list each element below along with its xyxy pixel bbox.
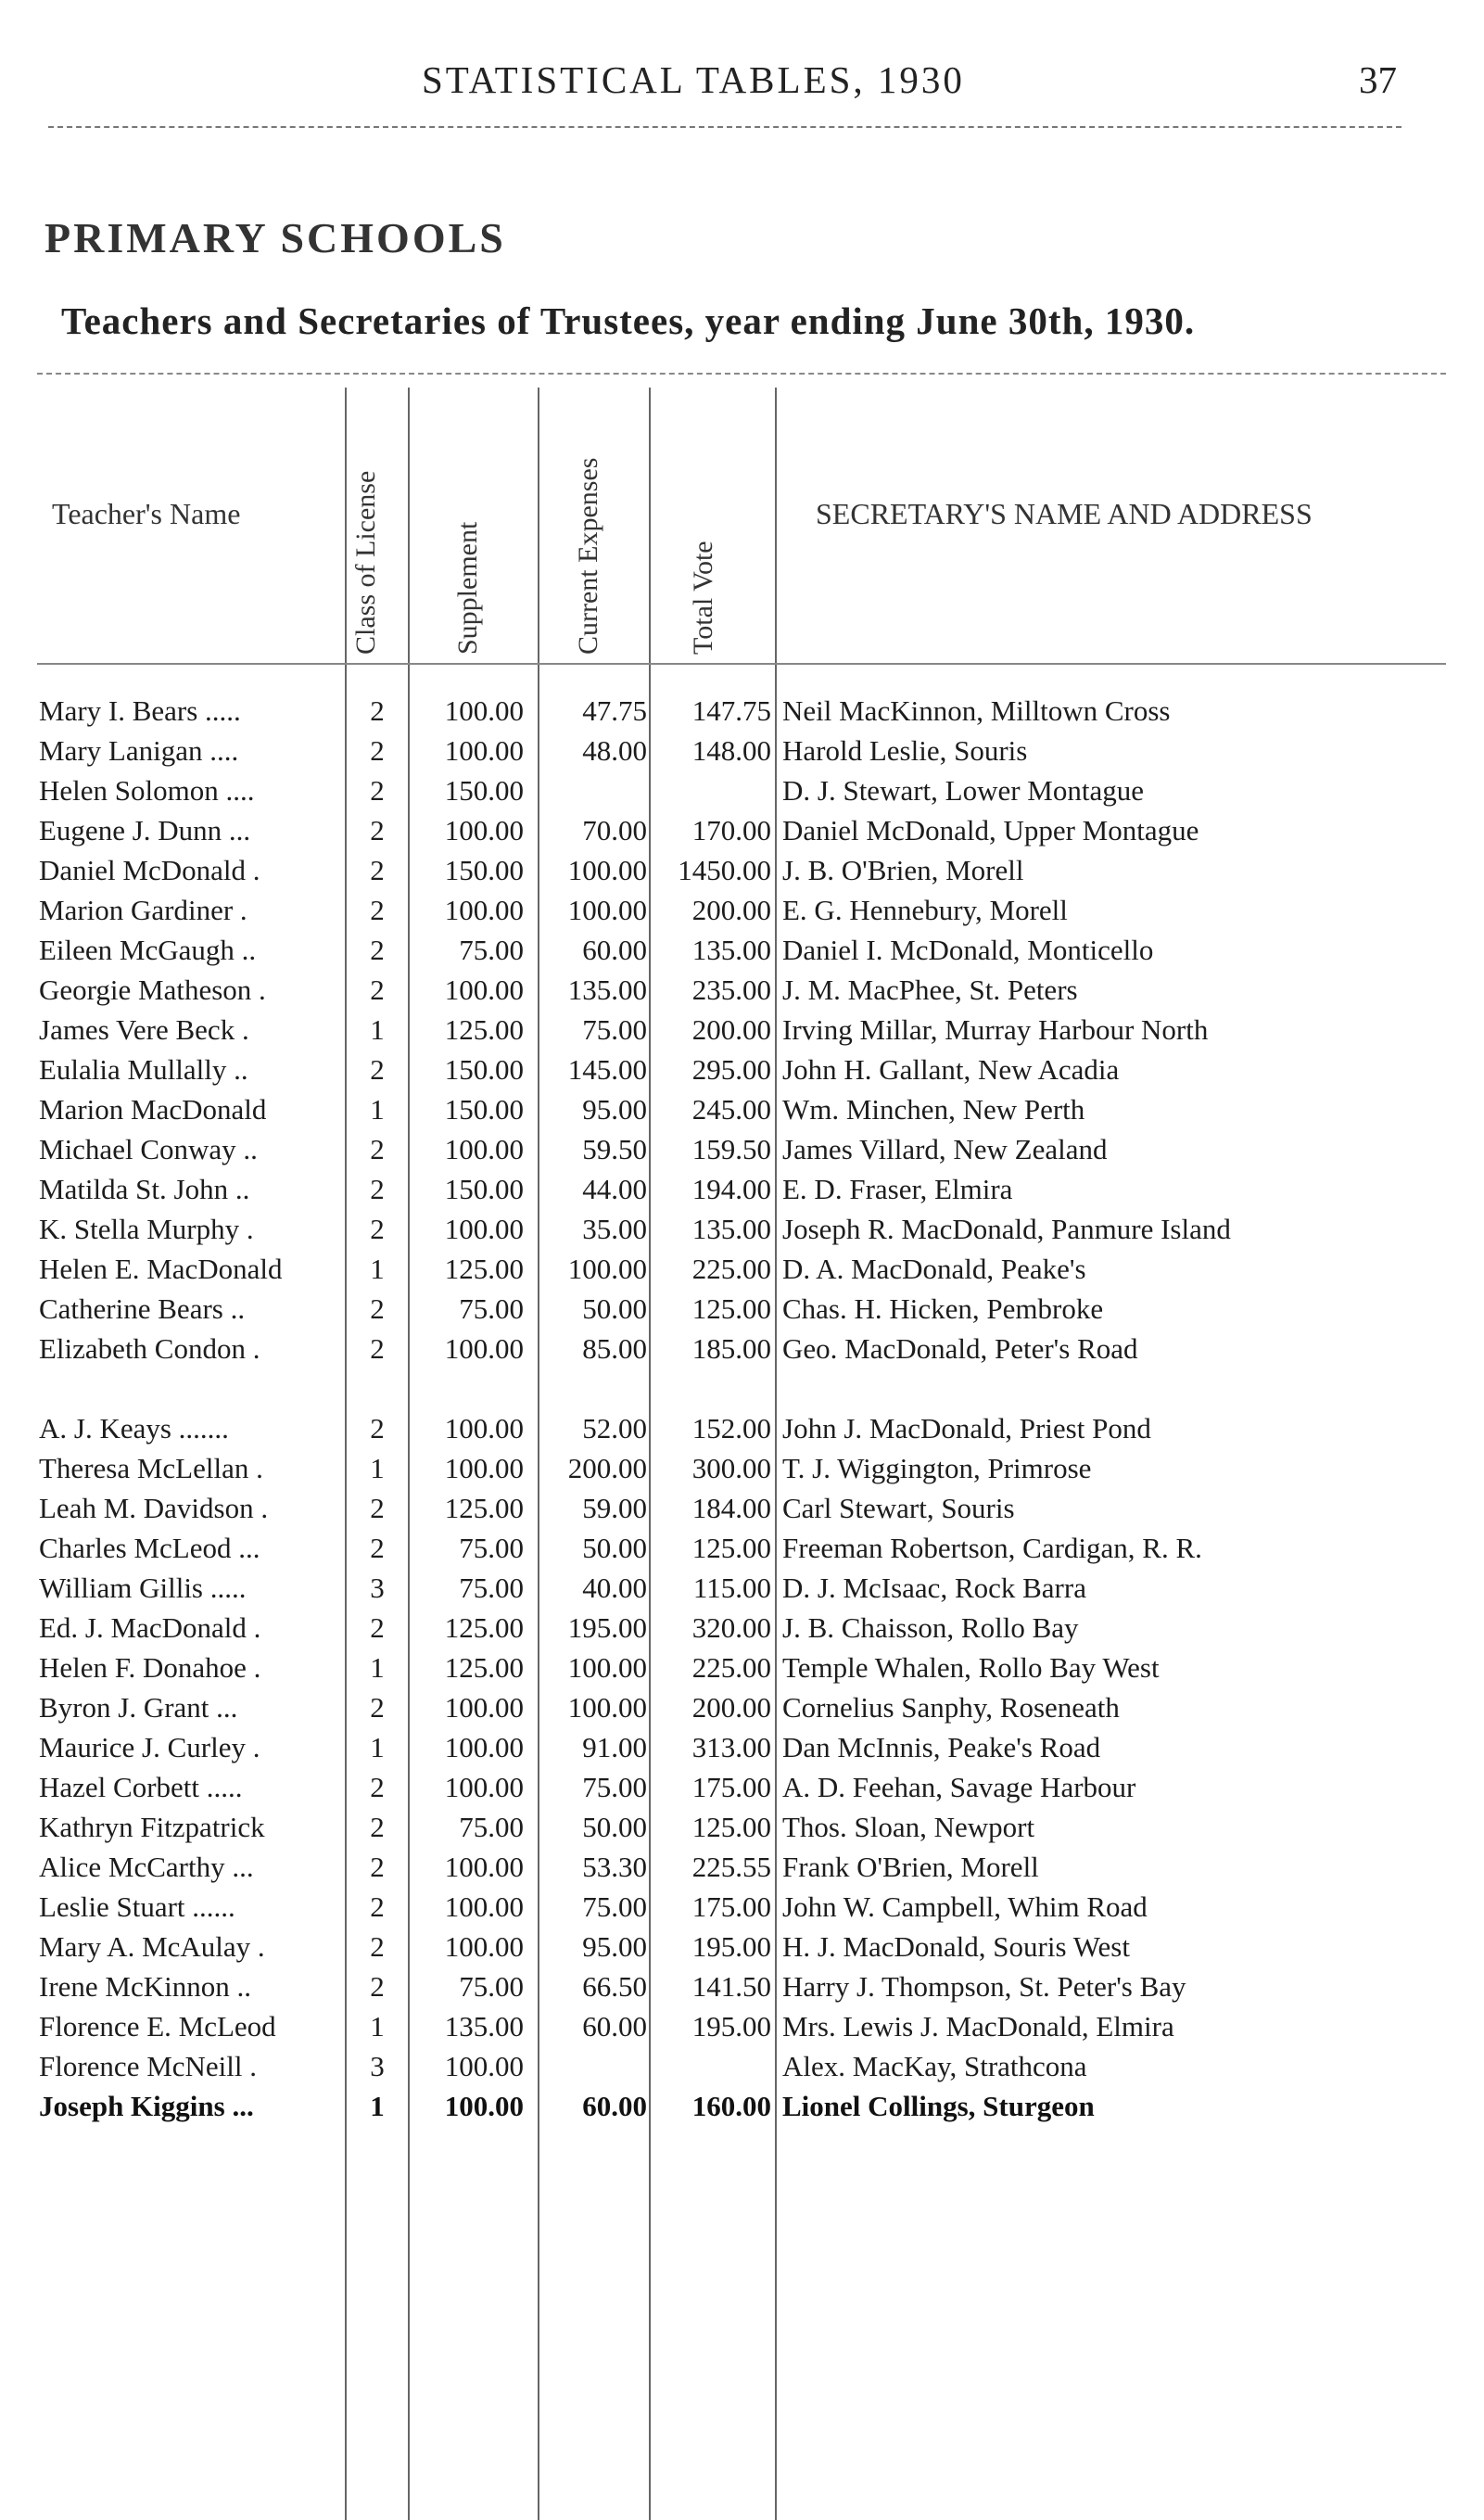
table-row — [0, 1767, 1484, 1807]
current-expenses-value: 50.00 — [582, 1532, 647, 1564]
teacher-name: Helen Solomon .... — [39, 774, 255, 807]
license-class: 2 — [370, 1611, 385, 1644]
table-row — [0, 691, 1484, 731]
table-row — [0, 890, 1484, 930]
supplement-value: 75.00 — [459, 1811, 524, 1843]
supplement-header: Supplement — [452, 521, 483, 655]
table-row — [0, 1209, 1484, 1249]
table-row — [0, 1568, 1484, 1608]
current-expenses-value: 60.00 — [582, 2090, 647, 2122]
license-class: 2 — [370, 1851, 385, 1883]
teacher-name: Daniel McDonald . — [39, 854, 260, 886]
license-class: 2 — [370, 734, 385, 767]
current-expenses-value: 59.50 — [582, 1133, 647, 1165]
table-row — [0, 850, 1484, 890]
teacher-name: Charles McLeod ... — [39, 1532, 260, 1564]
teacher-name: Florence E. McLeod — [39, 2010, 276, 2043]
total-vote-value: 200.00 — [691, 1013, 771, 1046]
total-vote-value: 152.00 — [691, 1412, 771, 1445]
total-vote-value: 147.75 — [691, 694, 771, 727]
secretary-name-address: Freeman Robertson, Cardigan, R. R. — [782, 1532, 1202, 1564]
teacher-name: Joseph Kiggins ... — [39, 2090, 254, 2122]
teacher-name: Marion Gardiner . — [39, 894, 247, 926]
current-expenses-value: 100.00 — [567, 854, 647, 886]
teacher-name: Mary A. McAulay . — [39, 1930, 265, 1963]
secretary-name-address: T. J. Wiggington, Primrose — [782, 1452, 1092, 1484]
current-expenses-value: 195.00 — [567, 1611, 647, 1644]
current-expenses-value: 145.00 — [567, 1053, 647, 1086]
teacher-name: A. J. Keays ....... — [39, 1412, 229, 1445]
license-class: 2 — [370, 1930, 385, 1963]
supplement-value: 75.00 — [459, 1572, 524, 1604]
teacher-name: Kathryn Fitzpatrick — [39, 1811, 265, 1843]
current-expenses-value: 91.00 — [582, 1731, 647, 1763]
table-row — [0, 1927, 1484, 1966]
license-class: 2 — [370, 1771, 385, 1803]
supplement-value: 125.00 — [444, 1651, 524, 1684]
current-expenses-header: Current Expenses — [573, 457, 603, 655]
secretary-name-address: Frank O'Brien, Morell — [782, 1851, 1039, 1883]
supplement-value: 75.00 — [459, 1292, 524, 1325]
total-vote-value: 200.00 — [691, 894, 771, 926]
supplement-value: 100.00 — [444, 2050, 524, 2082]
supplement-value: 150.00 — [444, 1053, 524, 1086]
total-vote-value: 160.00 — [691, 2090, 771, 2122]
teacher-name: Helen E. MacDonald — [39, 1253, 283, 1285]
license-class: 2 — [370, 1412, 385, 1445]
current-expenses-value: 60.00 — [582, 2010, 647, 2043]
license-class: 2 — [370, 1213, 385, 1245]
table-row — [0, 1887, 1484, 1927]
teacher-name: Eugene J. Dunn ... — [39, 814, 251, 846]
license-class: 2 — [370, 814, 385, 846]
teacher-name: Eileen McGaugh .. — [39, 934, 257, 966]
supplement-value: 75.00 — [459, 1532, 524, 1564]
secretary-name-address: Daniel McDonald, Upper Montague — [782, 814, 1199, 846]
secretary-name-address: Cornelius Sanphy, Roseneath — [782, 1691, 1120, 1724]
current-expenses-value: 95.00 — [582, 1930, 647, 1963]
supplement-value: 100.00 — [444, 1851, 524, 1883]
total-vote-value: 175.00 — [691, 1771, 771, 1803]
total-vote-value: 115.00 — [692, 1572, 771, 1604]
secretary-name-address: J. M. MacPhee, St. Peters — [782, 974, 1078, 1006]
license-class: 2 — [370, 1173, 385, 1205]
section-title: PRIMARY SCHOOLS — [44, 214, 506, 261]
table-row — [0, 1089, 1484, 1129]
supplement-value: 100.00 — [444, 1452, 524, 1484]
license-class: 1 — [370, 1093, 385, 1126]
license-class: 2 — [370, 1691, 385, 1724]
header-rule — [48, 126, 1402, 128]
table-row — [0, 1050, 1484, 1089]
page-number: 37 — [1359, 58, 1397, 101]
table-row — [0, 1966, 1484, 2006]
secretary-name-address: D. J. Stewart, Lower Montague — [782, 774, 1144, 807]
license-class: 1 — [370, 2090, 385, 2122]
table-row — [0, 1129, 1484, 1169]
supplement-value: 100.00 — [444, 1930, 524, 1963]
supplement-value: 150.00 — [444, 854, 524, 886]
license-class: 2 — [370, 854, 385, 886]
current-expenses-value: 135.00 — [567, 974, 647, 1006]
supplement-value: 100.00 — [444, 1771, 524, 1803]
secretary-name-address: Harry J. Thompson, St. Peter's Bay — [782, 1970, 1186, 2003]
running-head: STATISTICAL TABLES, 1930 — [422, 58, 965, 101]
teacher-name: Elizabeth Condon . — [39, 1332, 260, 1365]
secretary-name-address: H. J. MacDonald, Souris West — [782, 1930, 1130, 1963]
secretary-header: SECRETARY'S NAME AND ADDRESS — [816, 497, 1313, 530]
total-vote-value: 200.00 — [691, 1691, 771, 1724]
total-vote-value: 195.00 — [691, 1930, 771, 1963]
teacher-name: Byron J. Grant ... — [39, 1691, 238, 1724]
license-class: 1 — [370, 2010, 385, 2043]
license-class: 1 — [370, 1253, 385, 1285]
current-expenses-value: 75.00 — [582, 1771, 647, 1803]
total-vote-value: 170.00 — [691, 814, 771, 846]
teacher-name: Irene McKinnon .. — [39, 1970, 251, 2003]
secretary-name-address: Alex. MacKay, Strathcona — [782, 2050, 1087, 2082]
total-vote-value: 175.00 — [691, 1890, 771, 1923]
license-class: 2 — [370, 694, 385, 727]
total-vote-value: 194.00 — [691, 1173, 771, 1205]
secretary-name-address: D. J. McIsaac, Rock Barra — [782, 1572, 1086, 1604]
current-expenses-value: 95.00 — [582, 1093, 647, 1126]
supplement-value: 125.00 — [444, 1013, 524, 1046]
license-class: 1 — [370, 1013, 385, 1046]
table-row — [0, 1329, 1484, 1368]
total-vote-value: 320.00 — [691, 1611, 771, 1644]
total-vote-value: 235.00 — [691, 974, 771, 1006]
license-class: 2 — [370, 1890, 385, 1923]
supplement-value: 100.00 — [444, 894, 524, 926]
secretary-name-address: Harold Leslie, Souris — [782, 734, 1028, 767]
total-vote-value: 225.55 — [691, 1851, 771, 1883]
total-vote-value: 300.00 — [691, 1452, 771, 1484]
current-expenses-value: 100.00 — [567, 1253, 647, 1285]
teacher-name: Catherine Bears .. — [39, 1292, 246, 1325]
supplement-value: 100.00 — [444, 1133, 524, 1165]
total-vote-value: 141.50 — [691, 1970, 771, 2003]
current-expenses-value: 75.00 — [582, 1013, 647, 1046]
current-expenses-value: 44.00 — [582, 1173, 647, 1205]
table-row — [0, 2046, 1484, 2086]
table-row — [0, 1289, 1484, 1329]
table-row — [0, 1847, 1484, 1887]
teacher-name: Mary I. Bears ..... — [39, 694, 241, 727]
table-row — [0, 1528, 1484, 1568]
current-expenses-value: 52.00 — [582, 1412, 647, 1445]
table-row — [0, 1169, 1484, 1209]
current-expenses-value: 70.00 — [582, 814, 647, 846]
secretary-name-address: Thos. Sloan, Newport — [782, 1811, 1035, 1843]
supplement-value: 100.00 — [444, 2090, 524, 2122]
secretary-name-address: John H. Gallant, New Acadia — [782, 1053, 1120, 1086]
secretary-name-address: J. B. O'Brien, Morell — [782, 854, 1024, 886]
supplement-value: 150.00 — [444, 774, 524, 807]
total-vote-value: 135.00 — [691, 1213, 771, 1245]
total-vote-value: 159.50 — [691, 1133, 771, 1165]
table-row — [0, 2006, 1484, 2046]
license-class: 3 — [370, 1572, 385, 1604]
current-expenses-value: 48.00 — [582, 734, 647, 767]
teacher-name: K. Stella Murphy . — [39, 1213, 254, 1245]
teacher-name: William Gillis ..... — [39, 1572, 247, 1604]
table-row — [0, 1010, 1484, 1050]
secretary-name-address: Dan McInnis, Peake's Road — [782, 1731, 1101, 1763]
supplement-value: 150.00 — [444, 1093, 524, 1126]
secretary-name-address: E. G. Hennebury, Morell — [782, 894, 1068, 926]
secretary-name-address: Joseph R. MacDonald, Panmure Island — [782, 1213, 1231, 1245]
supplement-value: 100.00 — [444, 1332, 524, 1365]
total-vote-value: 125.00 — [691, 1532, 771, 1564]
teacher-name: Theresa McLellan . — [39, 1452, 263, 1484]
secretary-name-address: Carl Stewart, Souris — [782, 1492, 1015, 1524]
supplement-value: 75.00 — [459, 934, 524, 966]
class-of-license-header: Class of License — [350, 470, 381, 655]
supplement-value: 100.00 — [444, 974, 524, 1006]
table-row — [0, 810, 1484, 850]
secretary-name-address: D. A. MacDonald, Peake's — [782, 1253, 1086, 1285]
table-row — [0, 1448, 1484, 1488]
teacher-name: Mary Lanigan .... — [39, 734, 239, 767]
total-vote-value: 1450.00 — [678, 854, 771, 886]
supplement-value: 135.00 — [444, 2010, 524, 2043]
supplement-value: 100.00 — [444, 734, 524, 767]
teacher-name: Helen F. Donahoe . — [39, 1651, 261, 1684]
license-class: 2 — [370, 774, 385, 807]
teacher-name: Maurice J. Curley . — [39, 1731, 260, 1763]
table-row — [0, 1488, 1484, 1528]
license-class: 2 — [370, 1492, 385, 1524]
license-class: 2 — [370, 974, 385, 1006]
license-class: 2 — [370, 1811, 385, 1843]
table-row — [0, 1408, 1484, 1448]
total-vote-value: 125.00 — [691, 1292, 771, 1325]
license-class: 3 — [370, 2050, 385, 2082]
secretary-name-address: Daniel I. McDonald, Monticello — [782, 934, 1154, 966]
teacher-name: Matilda St. John .. — [39, 1173, 250, 1205]
current-expenses-value: 66.50 — [582, 1970, 647, 2003]
table-row — [0, 1648, 1484, 1687]
teacher-name-header: Teacher's Name — [52, 497, 241, 530]
secretary-name-address: Neil MacKinnon, Milltown Cross — [782, 694, 1171, 727]
current-expenses-value: 85.00 — [582, 1332, 647, 1365]
current-expenses-value: 50.00 — [582, 1811, 647, 1843]
current-expenses-value: 35.00 — [582, 1213, 647, 1245]
total-vote-value: 184.00 — [691, 1492, 771, 1524]
total-vote-value: 225.00 — [691, 1253, 771, 1285]
supplement-value: 100.00 — [444, 1412, 524, 1445]
supplement-value: 125.00 — [444, 1611, 524, 1644]
license-class: 2 — [370, 1332, 385, 1365]
table-row — [0, 1687, 1484, 1727]
teacher-name: James Vere Beck . — [39, 1013, 249, 1046]
secretary-name-address: Mrs. Lewis J. MacDonald, Elmira — [782, 2010, 1174, 2043]
teacher-name: Georgie Matheson . — [39, 974, 266, 1006]
teacher-name: Alice McCarthy ... — [39, 1851, 254, 1883]
current-expenses-value: 100.00 — [567, 894, 647, 926]
teacher-name: Leslie Stuart ...... — [39, 1890, 235, 1923]
license-class: 2 — [370, 1970, 385, 2003]
current-expenses-value: 100.00 — [567, 1651, 647, 1684]
table-row — [0, 1727, 1484, 1767]
table-top-rule — [37, 373, 1446, 375]
total-vote-value: 148.00 — [691, 734, 771, 767]
table-row — [0, 2086, 1484, 2126]
total-vote-value: 225.00 — [691, 1651, 771, 1684]
license-class: 2 — [370, 1053, 385, 1086]
teacher-name: Florence McNeill . — [39, 2050, 258, 2082]
total-vote-value: 185.00 — [691, 1332, 771, 1365]
supplement-value: 125.00 — [444, 1253, 524, 1285]
secretary-name-address: Lionel Collings, Sturgeon — [782, 2090, 1095, 2122]
license-class: 2 — [370, 894, 385, 926]
supplement-value: 100.00 — [444, 814, 524, 846]
supplement-value: 125.00 — [444, 1492, 524, 1524]
current-expenses-value: 200.00 — [567, 1452, 647, 1484]
license-class: 2 — [370, 1532, 385, 1564]
table-row — [0, 731, 1484, 770]
secretary-name-address: Geo. MacDonald, Peter's Road — [782, 1332, 1138, 1365]
secretary-name-address: E. D. Fraser, Elmira — [782, 1173, 1013, 1205]
teacher-name: Eulalia Mullally .. — [39, 1053, 248, 1086]
current-expenses-value: 75.00 — [582, 1890, 647, 1923]
license-class: 1 — [370, 1651, 385, 1684]
total-vote-header: Total Vote — [688, 541, 718, 655]
current-expenses-value: 53.30 — [582, 1851, 647, 1883]
supplement-value: 150.00 — [444, 1173, 524, 1205]
table-row — [0, 1608, 1484, 1648]
section-subtitle: Teachers and Secretaries of Trustees, year ending June 30th, 1930. — [61, 299, 1196, 342]
table-row — [0, 970, 1484, 1010]
teacher-name: Ed. J. MacDonald . — [39, 1611, 261, 1644]
secretary-name-address: J. B. Chaisson, Rollo Bay — [782, 1611, 1079, 1644]
supplement-value: 100.00 — [444, 1731, 524, 1763]
teacher-name: Hazel Corbett ..... — [39, 1771, 243, 1803]
total-vote-value: 245.00 — [691, 1093, 771, 1126]
license-class: 1 — [370, 1731, 385, 1763]
total-vote-value: 195.00 — [691, 2010, 771, 2043]
current-expenses-value: 47.75 — [582, 694, 647, 727]
secretary-name-address: Temple Whalen, Rollo Bay West — [782, 1651, 1160, 1684]
table-row — [0, 1249, 1484, 1289]
license-class: 2 — [370, 934, 385, 966]
supplement-value: 75.00 — [459, 1970, 524, 2003]
license-class: 1 — [370, 1452, 385, 1484]
current-expenses-value: 50.00 — [582, 1292, 647, 1325]
table-row — [0, 1807, 1484, 1847]
header-bottom-rule — [37, 663, 1446, 665]
supplement-value: 100.00 — [444, 694, 524, 727]
secretary-name-address: Wm. Minchen, New Perth — [782, 1093, 1085, 1126]
secretary-name-address: John W. Campbell, Whim Road — [782, 1890, 1148, 1923]
secretary-name-address: John J. MacDonald, Priest Pond — [782, 1412, 1151, 1445]
secretary-name-address: A. D. Feehan, Savage Harbour — [782, 1771, 1136, 1803]
license-class: 2 — [370, 1133, 385, 1165]
supplement-value: 100.00 — [444, 1213, 524, 1245]
secretary-name-address: Irving Millar, Murray Harbour North — [782, 1013, 1209, 1046]
table-row — [0, 770, 1484, 810]
teacher-name: Michael Conway .. — [39, 1133, 258, 1165]
total-vote-value: 313.00 — [691, 1731, 771, 1763]
current-expenses-value: 59.00 — [582, 1492, 647, 1524]
total-vote-value: 295.00 — [691, 1053, 771, 1086]
total-vote-value: 135.00 — [691, 934, 771, 966]
current-expenses-value: 60.00 — [582, 934, 647, 966]
current-expenses-value: 100.00 — [567, 1691, 647, 1724]
teacher-name: Marion MacDonald — [39, 1093, 267, 1126]
supplement-value: 100.00 — [444, 1691, 524, 1724]
total-vote-value: 125.00 — [691, 1811, 771, 1843]
current-expenses-value: 40.00 — [582, 1572, 647, 1604]
table-row — [0, 930, 1484, 970]
license-class: 2 — [370, 1292, 385, 1325]
secretary-name-address: Chas. H. Hicken, Pembroke — [782, 1292, 1104, 1325]
secretary-name-address: James Villard, New Zealand — [782, 1133, 1108, 1165]
supplement-value: 100.00 — [444, 1890, 524, 1923]
teacher-name: Leah M. Davidson . — [39, 1492, 269, 1524]
